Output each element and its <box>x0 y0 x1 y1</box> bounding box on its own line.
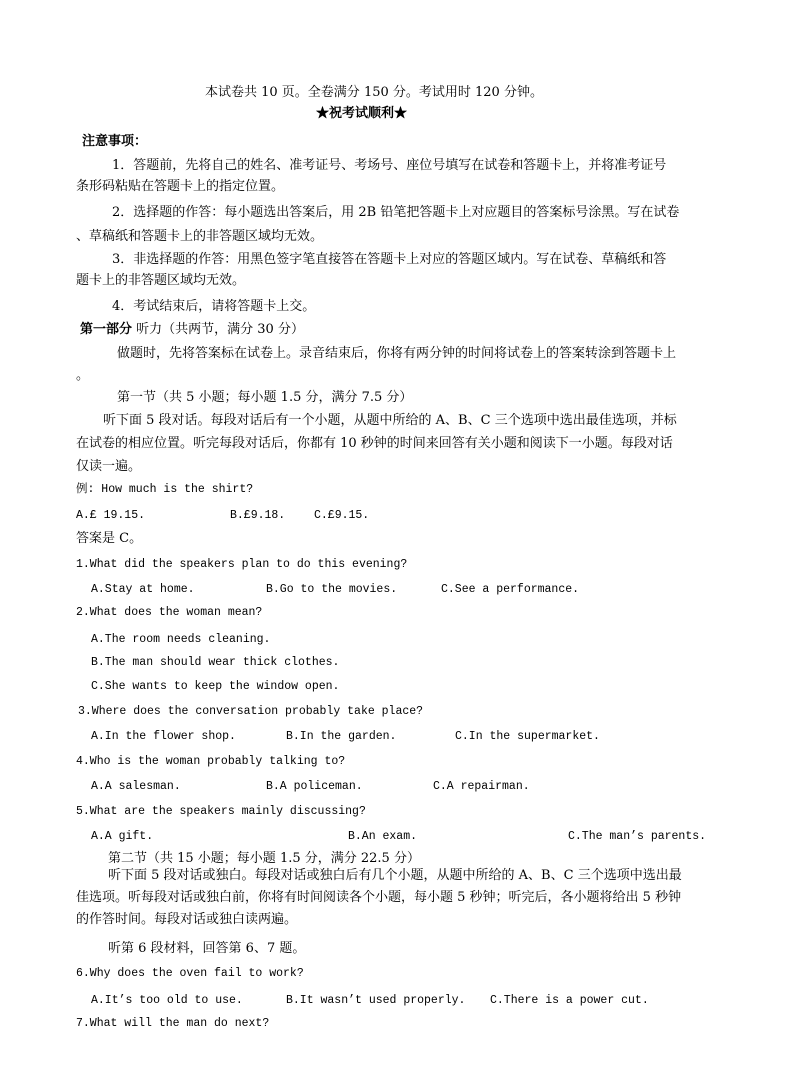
section2-instructions-line-3: 的作答时间。每段对话或独白读两遍。 <box>76 912 298 927</box>
part1-instructions-line-1: 做题时，先将答案标在试卷上。录音结束后，你将有两分钟的时间将试卷上的答案转涂到答题卡上 <box>117 346 677 361</box>
exam-info: 本试卷共 10 页。全卷满分 150 分。考试用时 120 分钟。 <box>205 85 543 100</box>
section2-instructions-line-2: 佳选项。听每段对话或独白前，你将有时间阅读各个小题，每小题 5 秒钟；听完后，各小题将给出 5 秒钟 <box>76 890 682 905</box>
example-option-a: A.£ 19.15. <box>76 509 146 522</box>
note-3-line-1: 3．非选择题的作答：用黑色签字笔直接答在答题卡上对应的答题区域内。写在试卷、草稿纸和答 <box>112 252 667 267</box>
material-6: 听第 6 段材料，回答第 6、7 题。 <box>108 941 306 956</box>
q1-option-a: A.Stay at home. <box>91 583 195 596</box>
question-7: 7.What will the man do next? <box>76 1017 270 1030</box>
part1-heading <box>80 321 304 339</box>
section1-instructions-line-3: 仅读一遍。 <box>76 459 142 474</box>
note-4: 4．考试结束后，请将答题卡上交。 <box>112 299 316 314</box>
q6-option-b: B.It wasn’t used properly. <box>286 994 466 1007</box>
section1-instructions-line-2: 在试卷的相应位置。听完每段对话后，你都有 10 秒钟的时间来回答有关小题和阅读下一小题。每段对话 <box>76 436 673 451</box>
question-3: 3.Where does the conversation probably take place? <box>78 705 424 718</box>
q6-option-c: C.There is a power cut. <box>490 994 649 1007</box>
section1-instructions-line-1: 听下面 5 段对话。每段对话后有一个小题，从题中所给的 A、B、C 三个选项中选出最佳选项，并标 <box>103 413 677 428</box>
example-option-c: C.£9.15. <box>314 509 370 522</box>
notes-title: 注意事项： <box>82 134 148 149</box>
q4-option-c: C.A repairman. <box>433 780 530 793</box>
note-2-line-2: 、草稿纸和答题卡上的非答题区域均无效。 <box>76 229 324 244</box>
part1-subtitle: 听力（共两节，满分 30 分） <box>132 322 304 337</box>
note-1-line-2: 条形码粘贴在答题卡上的指定位置。 <box>76 179 285 194</box>
question-1: 1.What did the speakers plan to do this evening? <box>76 558 408 571</box>
section2-title: 第二节（共 15 小题；每小题 1.5 分，满分 22.5 分） <box>108 851 420 866</box>
example-option-b: B.£9.18. <box>230 509 286 522</box>
q3-option-a: A.In the flower shop. <box>91 730 236 743</box>
q5-option-b: B.An exam. <box>348 830 418 843</box>
q5-option-c: C.The man’s parents. <box>568 830 707 843</box>
question-6: 6.Why does the oven fail to work? <box>76 967 304 980</box>
q4-option-b: B.A policeman. <box>266 780 363 793</box>
q1-option-b: B.Go to the movies. <box>266 583 398 596</box>
part1-instructions-line-2: 。 <box>76 368 90 383</box>
q1-option-c: C.See a performance. <box>441 583 580 596</box>
q3-option-b: B.In the garden. <box>286 730 397 743</box>
example-answer: 答案是 C。 <box>76 531 143 546</box>
note-1-line-1: 1．答题前，先将自己的姓名、准考证号、考场号、座位号填写在试卷和答题卡上，并将准考证号 <box>112 158 667 173</box>
exam-wish: ★祝考试顺利★ <box>316 106 408 121</box>
section2-instructions-line-1: 听下面 5 段对话或独白。每段对话或独白后有几个小题，从题中所给的 A、B、C 三个选项中选出最 <box>108 868 682 883</box>
note-2-line-1: 2．选择题的作答：每小题选出答案后，用 2B 铅笔把答题卡上对应题目的答案标号涂黑。写在试卷 <box>112 205 680 220</box>
q2-option-a: A.The room needs cleaning. <box>91 633 271 646</box>
q2-option-c: C.She wants to keep the window open. <box>91 680 340 693</box>
question-2: 2.What does the woman mean? <box>76 606 263 619</box>
note-3-line-2: 题卡上的非答题区域均无效。 <box>76 273 246 288</box>
q2-option-b: B.The man should wear thick clothes. <box>91 656 340 669</box>
q5-option-a: A.A gift. <box>91 830 154 843</box>
section1-title: 第一节（共 5 小题；每小题 1.5 分，满分 7.5 分） <box>117 390 413 405</box>
question-5: 5.What are the speakers mainly discussing? <box>76 805 366 818</box>
q6-option-a: A.It’s too old to use. <box>91 994 243 1007</box>
part1-title: 第一部分 <box>80 322 133 337</box>
question-4: 4.Who is the woman probably talking to? <box>76 755 346 768</box>
q3-option-c: C.In the supermarket. <box>455 730 600 743</box>
q4-option-a: A.A salesman. <box>91 780 181 793</box>
example-question: 例: How much is the shirt? <box>76 483 254 496</box>
